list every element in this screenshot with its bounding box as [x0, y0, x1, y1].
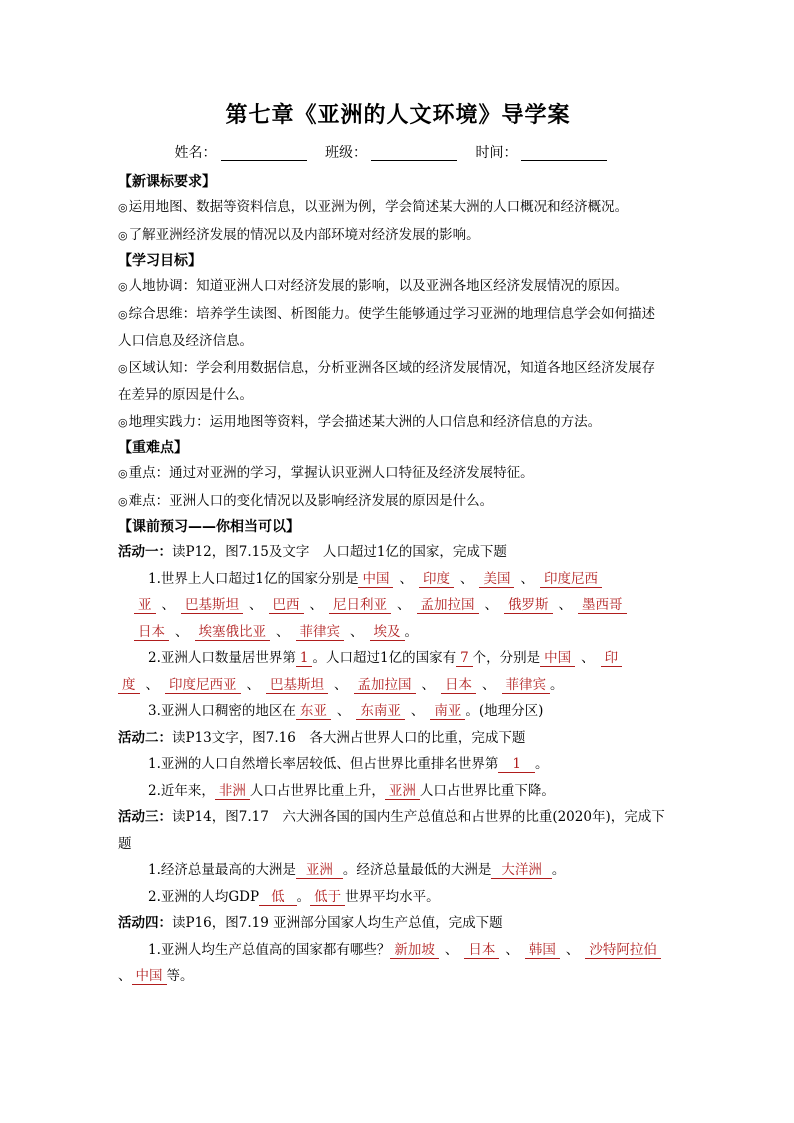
activity-3-q1: 1.经济总量最高的大洲是 亚洲 。经济总量最低的大洲是 大洋洲 。	[148, 862, 566, 878]
answer-blank[interactable]: 菲律宾	[296, 624, 345, 641]
answer-blank[interactable]: 非洲	[215, 783, 250, 800]
question-text: 世界平均水平。	[345, 888, 440, 905]
activity-3-intro	[118, 804, 678, 831]
answer-blank[interactable]: 孟加拉国	[354, 677, 416, 694]
answer-blank[interactable]: 7	[456, 650, 473, 667]
objective-item: ◎ 区域认知：学会利用数据信息，分析亚洲各区域的经济发展情况，知道各地区经济发展存	[118, 355, 678, 383]
answer-blank[interactable]: 日本	[464, 942, 499, 959]
section-heading-standards: 【新课标要求】	[118, 174, 216, 190]
section-heading-keypoints: 【重难点】	[118, 440, 188, 456]
answer-blank[interactable]: 埃塞俄比亚	[195, 624, 271, 641]
question-text: 1.世界上人口超过1亿的国家分别是	[148, 570, 359, 587]
activity-3-q2: 2.亚洲的人均GDP 低 。 低于 世界平均水平。	[148, 888, 440, 905]
document-page	[118, 100, 678, 990]
answer-blank[interactable]: 孟加拉国	[417, 597, 479, 614]
answer-blank[interactable]: 南亚	[430, 703, 465, 720]
question-text: 等。	[166, 968, 194, 984]
objective-item-cont: 在差异的原因是什么。	[118, 387, 253, 403]
answer-blank[interactable]: 印度尼西亚	[165, 677, 241, 694]
answer-blank[interactable]: 东亚	[296, 703, 331, 720]
page-title: 第七章《亚洲的人文环境》导学案	[225, 103, 571, 128]
answer-blank[interactable]: 巴西	[269, 597, 304, 614]
answer-blank[interactable]: 东南亚	[356, 703, 405, 720]
activity-label: 活动一：	[118, 544, 172, 560]
question-text: 2.亚洲人口数量居世界第	[148, 650, 296, 666]
answer-blank[interactable]: 低于	[310, 889, 345, 906]
activity-1-q2-cont: 度 、 印度尼西亚 、 巴基斯坦 、 孟加拉国 、 日本 、 菲律宾 。	[118, 672, 678, 699]
activity-text: 读P12，图7.15及文字 人口超过1亿的国家，完成下题	[172, 544, 507, 560]
answer-blank[interactable]: 日本	[134, 624, 169, 641]
question-text: 1.经济总量最高的大洲是	[148, 862, 296, 878]
answer-blank[interactable]: 巴基斯坦	[181, 597, 243, 614]
answer-blank[interactable]: 亚洲	[385, 783, 420, 800]
activity-label: 活动三：	[118, 809, 172, 825]
activity-label: 活动二：	[118, 729, 172, 746]
activity-2-q1: 1.亚洲的人口自然增长率居较低、但占世界比重排名世界第 1 。	[148, 756, 549, 772]
activity-4-intro	[118, 910, 678, 937]
standard-item: ◎ 了解亚洲经济发展的情况以及内部环境对经济发展的影响。	[118, 222, 678, 250]
answer-blank[interactable]: 美国	[479, 571, 514, 588]
answer-blank[interactable]: 日本	[441, 677, 476, 694]
class-label: 班级：	[325, 145, 367, 161]
name-field[interactable]	[221, 146, 307, 161]
activity-3-intro-cont: 题	[118, 835, 132, 852]
section-heading-objectives: 【学习目标】	[118, 253, 202, 269]
answer-blank[interactable]: 中国	[358, 571, 393, 588]
standard-item: ◎ 运用地图、数据等资料信息，以亚洲为例，学会简述某大洲的人口概况和经济概况。	[118, 194, 678, 222]
activity-1-q3: 3.亚洲人口稠密的地区在 东亚 、 东南亚 、 南亚 。(地理分区)	[148, 703, 544, 719]
question-text: 2.近年来，	[148, 782, 215, 799]
keypoint-item: ◎ 重点：通过对亚洲的学习，掌握认识亚洲人口特征及经济发展特征。	[118, 460, 678, 488]
question-text: 1.亚洲人均生产总值高的国家都有哪些？	[148, 941, 391, 958]
answer-blank[interactable]: 1	[296, 650, 313, 667]
objective-item: ◎ 人地协调：知道亚洲人口对经济发展的影响，以及亚洲各地区经济发展情况的原因。	[118, 273, 678, 301]
keypoint-item: ◎ 难点：亚洲人口的变化情况以及影响经济发展的原因是什么。	[118, 488, 678, 516]
time-label: 时间：	[475, 145, 518, 161]
activity-2-intro	[118, 725, 678, 752]
activity-1-q2: 2.亚洲人口数量居世界第 1 。人口超过1亿的国家有 7 个，分别是 中国 、 印	[118, 645, 678, 672]
answer-blank[interactable]: 1	[498, 756, 535, 773]
question-text: 1.亚洲的人口自然增长率居较低、但占世界比重排名世界第	[148, 756, 499, 772]
activity-label: 活动四：	[118, 915, 172, 931]
question-text: 3.亚洲人口稠密的地区在	[148, 703, 296, 719]
student-info-line	[118, 142, 678, 164]
answer-blank[interactable]: 亚洲	[296, 862, 343, 879]
activity-text: 读P13文字，图7.16 各大洲占世界人口的比重，完成下题	[172, 729, 526, 746]
activity-4-q1-cont: 、 中国 等。	[118, 968, 194, 984]
question-text: 。(地理分区)	[465, 703, 544, 719]
activity-1-q1: 1.世界上人口超过1亿的国家分别是 中国 、 印度 、 美国 、 印度尼西	[118, 566, 678, 593]
answer-blank[interactable]: 印度	[419, 571, 454, 588]
answer-blank[interactable]: 度	[118, 677, 140, 694]
question-text: 。经济总量最低的大洲是	[342, 862, 492, 878]
answer-blank[interactable]: 印	[601, 650, 623, 667]
answer-blank[interactable]: 菲律宾	[502, 677, 551, 694]
activity-text: 读P14，图7.17 六大洲各国的国内生产总值总和占世界的比重(2020年)，完成下	[172, 809, 665, 825]
answer-blank[interactable]: 低	[259, 889, 297, 906]
question-text: 。人口超过1亿的国家有	[312, 650, 457, 666]
activity-1-q1-cont: 日本 、 埃塞俄比亚 、 菲律宾 、 埃及 。	[118, 619, 678, 646]
answer-blank[interactable]: 韩国	[525, 942, 560, 959]
answer-blank[interactable]: 巴基斯坦	[266, 677, 328, 694]
activity-2-q2	[118, 778, 678, 805]
question-text: 个，分别是	[472, 650, 541, 666]
answer-blank[interactable]: 大洋洲	[491, 862, 552, 879]
answer-blank[interactable]: 沙特阿拉伯	[585, 942, 661, 959]
time-field[interactable]	[521, 146, 607, 161]
answer-blank[interactable]: 俄罗斯	[504, 597, 553, 614]
answer-blank[interactable]: 中国	[540, 650, 575, 667]
activity-1-q1-cont: 亚 、 巴基斯坦 、 巴西 、 尼日利亚 、 孟加拉国 、 俄罗斯 、 墨西哥	[118, 592, 678, 619]
answer-blank[interactable]: 墨西哥	[578, 597, 627, 614]
answer-blank[interactable]: 亚	[134, 597, 156, 614]
objective-item: ◎ 地理实践力：运用地图等资料，学会描述某大洲的人口信息和经济信息的方法。	[118, 409, 678, 437]
activity-4-q1: 1.亚洲人均生产总值高的国家都有哪些？ 新加坡 、 日本 、 韩国 、 沙特阿拉伯	[118, 937, 678, 964]
class-field[interactable]	[371, 146, 457, 161]
activity-1-intro	[118, 539, 678, 566]
activity-text: 读P16，图7.19 亚洲部分国家人均生产总值，完成下题	[172, 915, 503, 931]
question-text: 人口占世界比重下降。	[419, 782, 555, 799]
answer-blank[interactable]: 埃及	[370, 624, 405, 641]
name-label: 姓名：	[174, 145, 217, 161]
objective-item-cont: 人口信息及经济信息。	[118, 333, 253, 349]
answer-blank[interactable]: 中国	[132, 968, 167, 985]
question-text: 2.亚洲的人均GDP	[148, 888, 260, 905]
answer-blank[interactable]: 新加坡	[390, 942, 439, 959]
answer-blank[interactable]: 尼日利亚	[329, 597, 391, 614]
answer-blank[interactable]: 印度尼西	[540, 571, 602, 588]
objective-item: ◎ 综合思维：培养学生读图、析图能力。使学生能够通过学习亚洲的地理信息学会如何描述	[118, 301, 678, 329]
section-heading-preview: 【课前预习——你相当可以】	[118, 519, 300, 535]
question-text: 人口占世界比重上升，	[249, 782, 385, 799]
